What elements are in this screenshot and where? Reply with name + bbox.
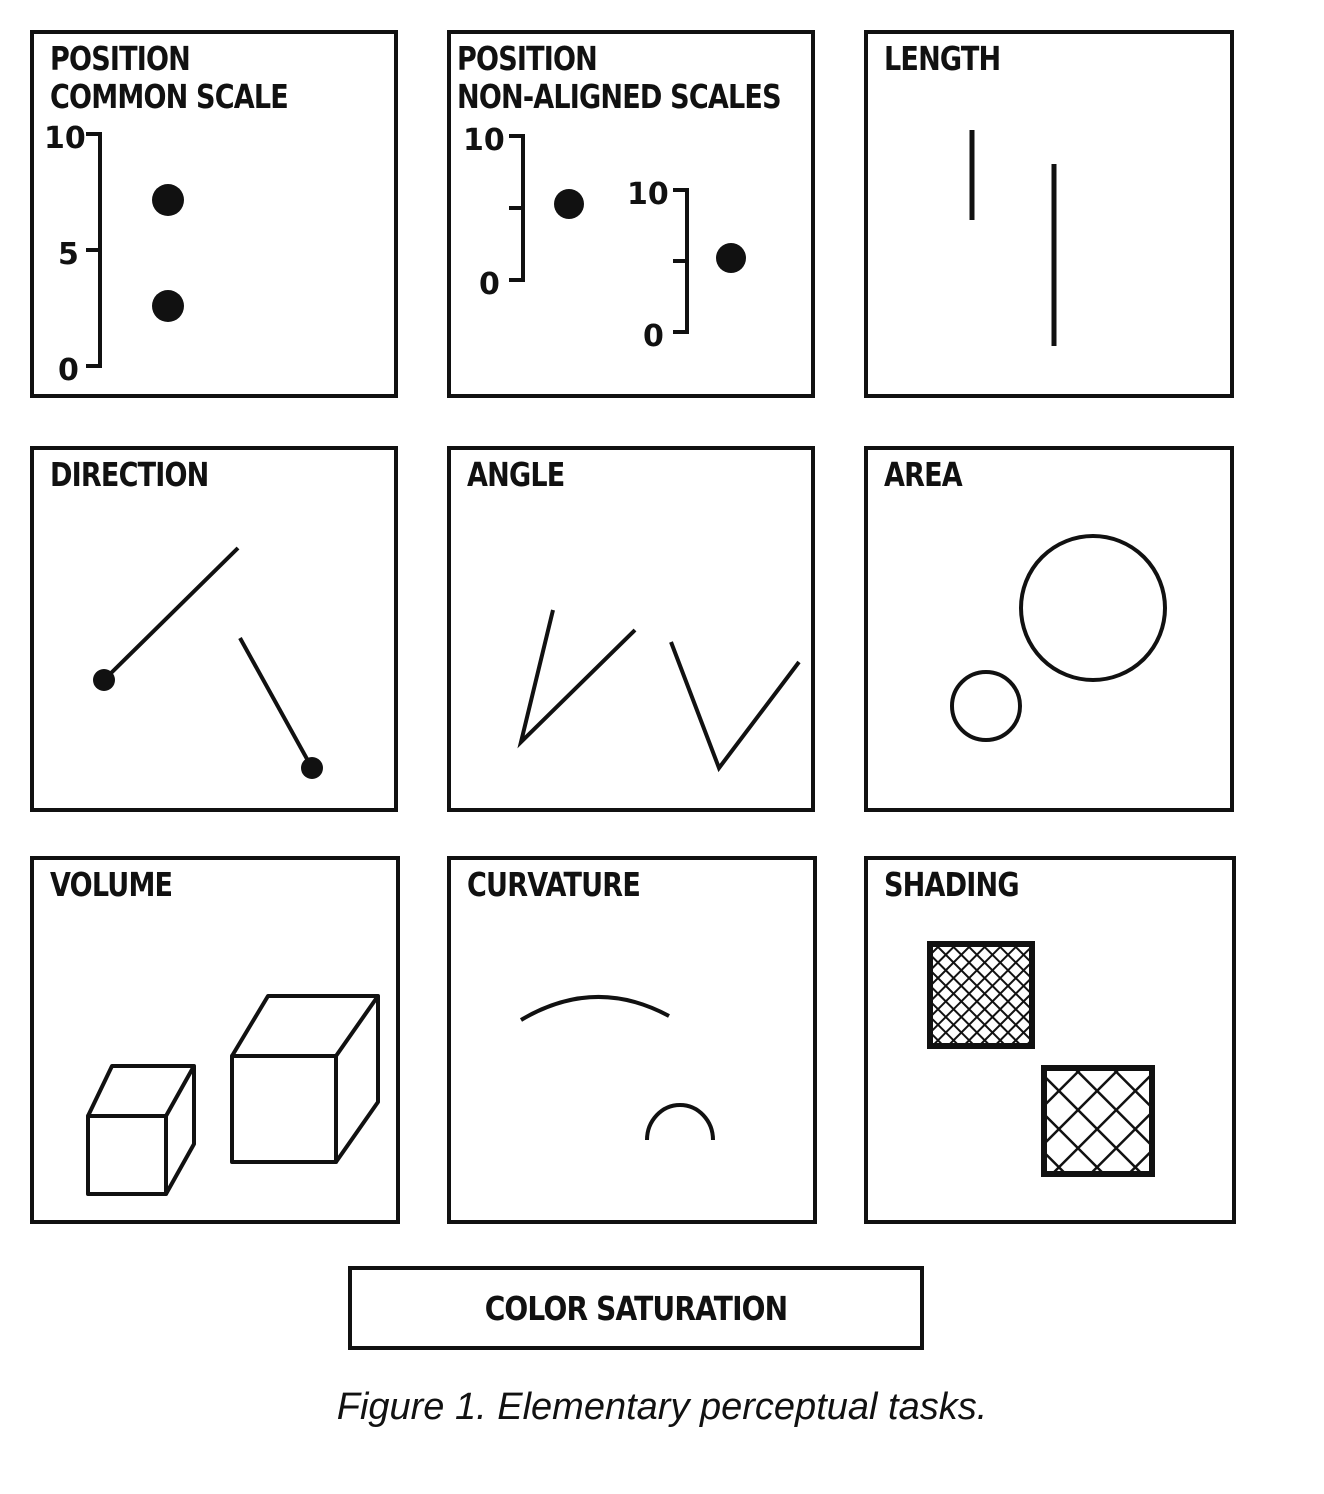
panel-volume <box>30 856 400 1224</box>
figure-caption: Figure 1. Elementary perceptual tasks. <box>336 1386 988 1428</box>
panel-position-non-aligned-scales <box>447 30 815 398</box>
light-shading-square <box>1044 1068 1152 1174</box>
color-saturation-box <box>348 1266 924 1350</box>
tick-label: 0 <box>58 353 79 388</box>
panel-area <box>864 446 1234 812</box>
direction-figure <box>34 450 394 808</box>
panel-title: POSITION NON-ALIGNED SCALES <box>457 39 781 116</box>
direction-dot <box>93 669 115 691</box>
panel-position-common-scale <box>30 30 398 398</box>
position-non-aligned-figure <box>451 34 811 394</box>
panel-title: LENGTH <box>884 39 1001 78</box>
color-saturation-label: COLOR SATURATION <box>484 1288 788 1328</box>
panel-angle <box>447 446 815 812</box>
panel-title: AREA <box>884 455 962 494</box>
dense-shading-square <box>930 944 1032 1046</box>
panel-title: DIRECTION <box>50 455 209 494</box>
position-dot <box>716 243 746 273</box>
panel-direction <box>30 446 398 812</box>
length-figure <box>868 34 1230 394</box>
angle-figure <box>451 450 811 808</box>
angle-shape <box>521 610 635 742</box>
panel-title: VOLUME <box>50 865 173 904</box>
tight-arc <box>647 1105 713 1140</box>
tick-label: 0 <box>479 267 500 302</box>
position-dot <box>152 290 184 322</box>
position-dot <box>152 184 184 216</box>
panel-curvature <box>447 856 817 1224</box>
direction-line <box>104 548 238 680</box>
volume-figure <box>34 860 396 1220</box>
shading-figure <box>868 860 1232 1220</box>
panel-length <box>864 30 1234 398</box>
direction-line <box>240 638 312 768</box>
panel-title: ANGLE <box>467 455 565 494</box>
large-cube <box>232 996 378 1162</box>
small-circle <box>952 672 1020 740</box>
tick-label: 10 <box>463 123 505 158</box>
small-cube <box>88 1066 194 1194</box>
shallow-arc <box>521 997 669 1020</box>
position-dot <box>554 189 584 219</box>
curvature-figure <box>451 860 813 1220</box>
tick-label: 10 <box>627 177 669 212</box>
position-common-scale-figure <box>34 34 394 394</box>
panel-shading <box>864 856 1236 1224</box>
panel-title: SHADING <box>884 865 1019 904</box>
area-figure <box>868 450 1230 808</box>
tick-label: 10 <box>44 121 86 156</box>
panel-title: CURVATURE <box>467 865 640 904</box>
tick-label: 5 <box>58 237 79 272</box>
large-circle <box>1021 536 1165 680</box>
direction-dot <box>301 757 323 779</box>
angle-shape <box>671 642 799 768</box>
tick-label: 0 <box>643 319 664 354</box>
panel-title: POSITION COMMON SCALE <box>50 39 288 116</box>
